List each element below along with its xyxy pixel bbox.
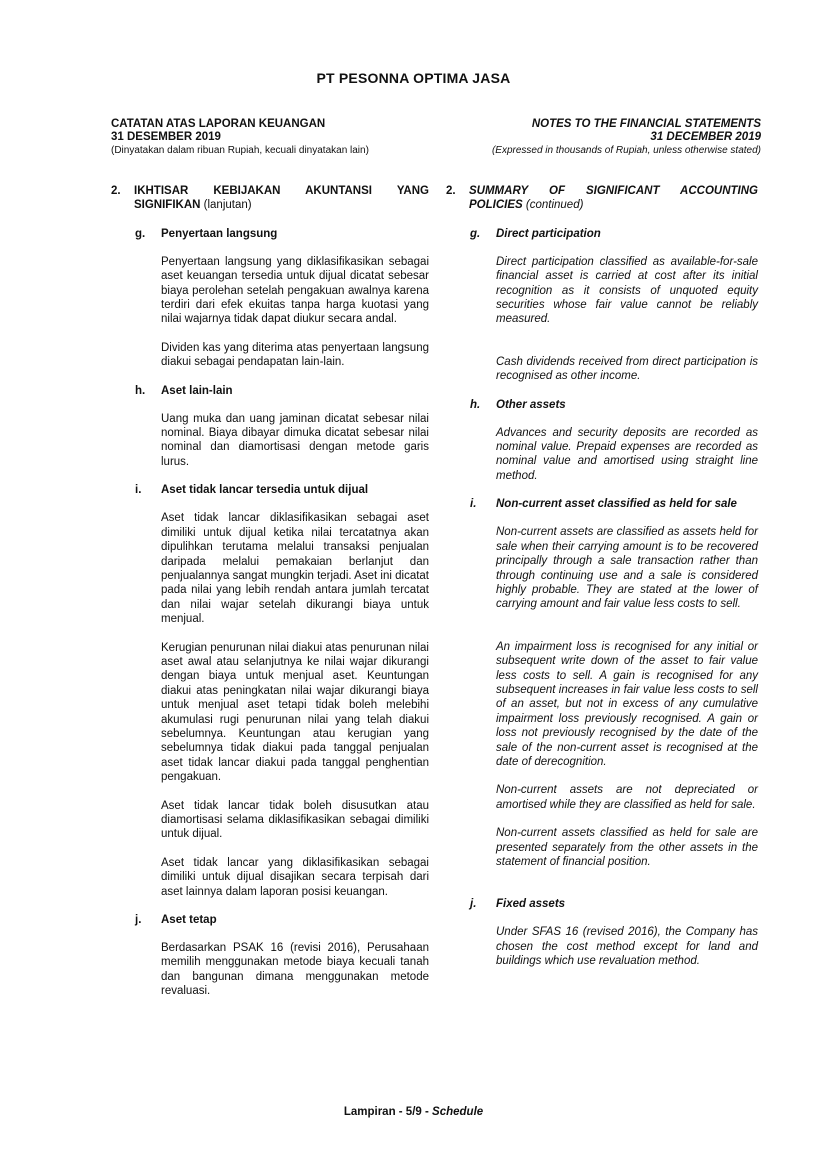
paragraph: Under SFAS 16 (revised 2016), the Company has chosen the cost method except for land and buildings which use revaluation method. <box>496 926 758 968</box>
paragraph: Aset tidak lancar yang diklasifikasikan sebagai dimiliki untuk dijual disajikan secara terpisah dari aset lainnya dalam laporan posisi keuangan. <box>161 856 429 898</box>
footer-label: Lampiran - 5/9 - <box>343 1106 429 1118</box>
paragraph: Non-current assets are classified as assets held for sale when their carrying amount is to be recovered principally through a sale transaction rather than through continuing use and a sale is considered highly probable. They are stated at the lower of carrying amount and fair value less costs to sell. <box>496 526 758 611</box>
section-number: 2. <box>111 185 121 197</box>
subsection-j-heading <box>135 913 429 927</box>
subsection-letter: h. <box>470 398 481 411</box>
paragraph: Penyertaan langsung yang diklasifikasikan sebagai aset keuangan tersedia untuk dijual dicatat sebesar biaya perolehan setelah pengakuan awalnya karena terdiri dari efek ekuitas tanpa harga kuotasi yang nilai wajarnya tidak dapat diukur secara andal. <box>161 255 429 326</box>
subsection-h-heading <box>470 398 758 412</box>
section-title-text: SUMMARY OF SIGNIFICANT ACCOUNTING POLICIES <box>469 185 758 212</box>
subsection-letter: h. <box>135 384 146 397</box>
header-right <box>492 118 761 157</box>
column-english <box>446 184 758 969</box>
subsection-title: Penyertaan langsung <box>161 227 278 240</box>
subsection-letter: j. <box>135 914 142 927</box>
subsection-title: Non-current asset classified as held for sale <box>496 498 737 511</box>
section-number: 2. <box>446 185 456 197</box>
subsection-letter: i. <box>135 484 142 497</box>
subsection-letter: i. <box>470 498 477 511</box>
subsection-title: Aset tetap <box>161 914 217 927</box>
paragraph: Kerugian penurunan nilai diakui atas penurunan nilai aset awal atau selanjutnya ke nilai wajar dikurangi dengan biaya untuk menjual aset. Keuntungan diakui atas peningkatan nilai wajar dikurangi biaya untuk menjual aset tetapi tidak boleh melebihi akumulasi rugi penurunan nilai yang telah diakui sebelumnya. Keuntungan atau kerugian yang sebelumnya tidak diakui pada tanggal penjualan aset tidak lancar diakui pada tanggal penghentian pengakuan. <box>161 641 429 784</box>
subsection-title: Aset tidak lancar tersedia untuk dijual <box>161 484 369 497</box>
header-right-date: 31 DECEMBER 2019 <box>650 131 761 143</box>
header-right-note: (Expressed in thousands of Rupiah, unless otherwise stated) <box>491 145 761 156</box>
section-heading <box>446 184 758 213</box>
header-left <box>111 118 369 157</box>
section-continued: (continued) <box>525 199 584 212</box>
paragraph: Non-current assets are not depreciated or amortised while they are classified as held for sale. <box>496 784 758 811</box>
subsection-g-heading <box>470 227 758 241</box>
subsection-h-heading <box>135 384 429 398</box>
section-title <box>134 184 429 213</box>
company-name: PT PESONNA OPTIMA JASA <box>316 70 511 86</box>
subsection-j-heading <box>470 897 758 911</box>
section-continued: (lanjutan) <box>203 199 252 212</box>
paragraph: Dividen kas yang diterima atas penyertaan langsung diakui sebagai pendapatan lain-lain. <box>161 341 429 369</box>
section-title-text: IKHTISAR KEBIJAKAN AKUNTANSI YANG SIGNIFIKAN <box>134 185 429 212</box>
subsection-letter: g. <box>470 227 481 240</box>
paragraph: Aset tidak lancar tidak boleh disusutkan atau diamortisasi selama diklasifikasikan sebagai dimiliki untuk dijual. <box>161 799 429 841</box>
column-indonesian <box>111 184 429 999</box>
subsection-letter: j. <box>470 898 477 911</box>
subsection-i-heading <box>470 497 758 511</box>
paragraph: An impairment loss is recognised for any initial or subsequent write down of the asset to fair value less costs to sell. A gain is recognised for any subsequent increases in fair value less costs to sell of an asset, but not in excess of any cumulative impairment loss previously recognised. A gain or loss not previously recognised by the date of the sale of the non-current asset is recognised at the date of derecognition. <box>496 640 758 768</box>
paragraph: Advances and security deposits are recorded as nominal value. Prepaid expenses are recorded as nominal value and amortised using straight line method. <box>496 426 758 482</box>
page-footer <box>0 1106 827 1118</box>
paragraph: Uang muka dan uang jaminan dicatat sebesar nilai nominal. Biaya dibayar dimuka dicatat sebesar nilai nominal dan diamortisasi dengan metode garis lurus. <box>161 412 429 468</box>
header-left-date: 31 DESEMBER 2019 <box>111 131 221 143</box>
section-heading <box>111 184 429 213</box>
paragraph: Direct participation classified as available-for-sale financial asset is carried at cost after its initial recognition as it consists of unquoted equity securities whose fair value cannot be reliably measured. <box>496 255 758 326</box>
header-left-note: (Dinyatakan dalam ribuan Rupiah, kecuali dinyatakan lain) <box>111 145 369 156</box>
subsection-g-heading <box>135 227 429 241</box>
subsection-letter: g. <box>135 227 146 240</box>
subsection-title: Aset lain-lain <box>161 384 233 397</box>
subsection-i-heading <box>135 483 429 497</box>
section-title <box>469 184 758 213</box>
footer-schedule: Schedule <box>432 1106 484 1118</box>
paragraph: Berdasarkan PSAK 16 (revisi 2016), Perusahaan memilih menggunakan metode biaya kecuali tanah dan bangunan dimana menggunakan metode revaluasi. <box>161 942 429 998</box>
subsection-title: Fixed assets <box>496 898 566 911</box>
subsection-title: Other assets <box>496 398 566 411</box>
header-left-title: CATATAN ATAS LAPORAN KEUANGAN <box>111 118 326 130</box>
paragraph: Aset tidak lancar diklasifikasikan sebagai aset dimiliki untuk dijual ketika nilai tercatatnya akan dipulihkan terutama melalui transaksi penjualan daripada melalui pemakaian berlanjut dan penjualannya sangat mungkin terjadi. Aset ini dicatat pada nilai yang lebih rendah antara jumlah tercatat dan nilai wajar setelah dikurangi biaya untuk menjual. <box>161 512 429 626</box>
header-right-title: NOTES TO THE FINANCIAL STATEMENTS <box>531 118 761 130</box>
paragraph: Cash dividends received from direct participation is recognised as other income. <box>496 355 758 383</box>
subsection-title: Direct participation <box>496 227 601 240</box>
paragraph: Non-current assets classified as held for sale are presented separately from the other assets in the statement of financial position. <box>496 827 758 868</box>
